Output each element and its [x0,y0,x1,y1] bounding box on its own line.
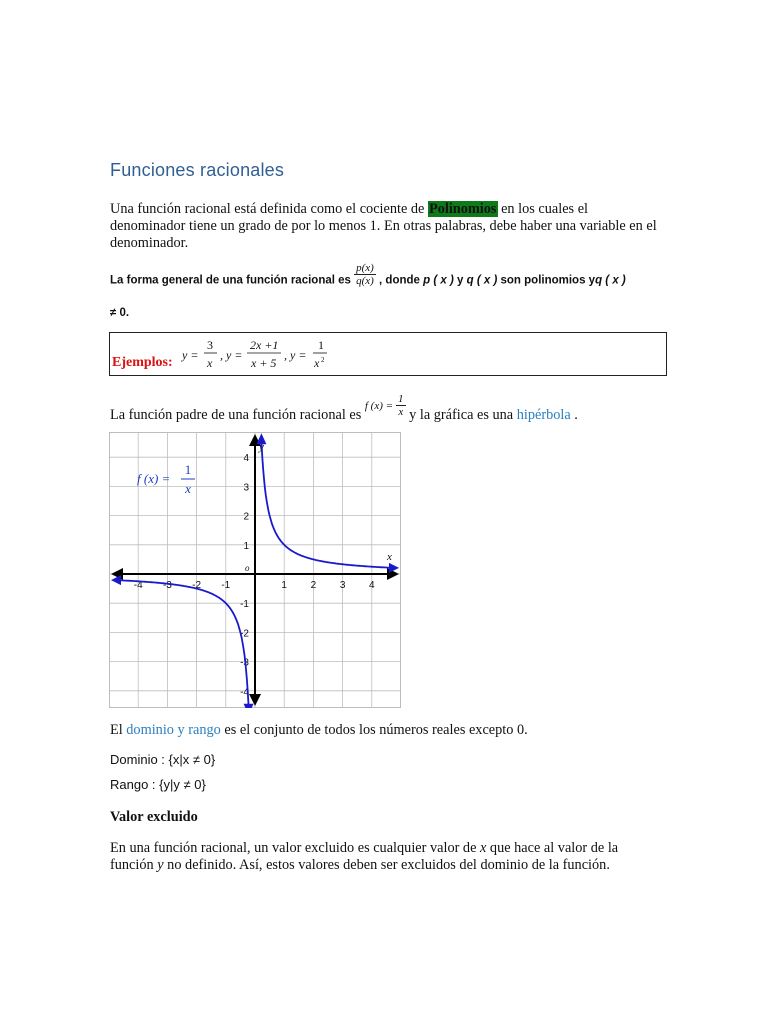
x-tick-label: 1 [281,580,287,591]
general-form-prefix: La forma general de una función racional es [110,274,355,287]
parent-text-1: La función padre de una función racional es [110,406,362,423]
intro-text-2: en los cuales el denominador tiene un grado de por lo menos 1. En otras palabras, debe haber una variable en el denominador. [110,201,657,251]
svg-text:3: 3 [207,338,213,352]
svg-text:x: x [314,356,320,370]
curve-arrow-right [389,563,399,573]
q-var: q [466,274,474,287]
svg-text:1: 1 [318,338,324,352]
y-axis-label: y [259,441,264,453]
examples-formulas [180,335,380,375]
svg-text:2x +1: 2x +1 [250,338,279,352]
parent-text-2: y la gráfica es una [405,406,517,423]
hiperbola-link[interactable]: hipérbola [516,406,571,423]
general-form-neq: ≠ 0. [110,307,130,319]
general-form-suffix: son polinomios y [497,274,596,287]
excluded-text-c: no definido. Así, estos valores deben ser excluidos del dominio de la función. [163,857,610,873]
excluded-text-a: En una función racional, un valor excluido es cualquier valor de [110,840,480,856]
y-tick-label: -4 [240,686,249,698]
domain-text-2: es el conjunto de todos los números reales excepto 0. [220,722,528,738]
q-var-2: q [595,274,603,287]
examples-box [109,332,667,376]
general-form-line [110,262,626,293]
domain-text-1: El [110,722,127,738]
y-tick-label: -3 [240,657,249,669]
parent-formula-num: 1 [398,393,404,405]
svg-text:x: x [207,356,213,370]
svg-text:2: 2 [321,356,325,364]
intro-text-1: Una función racional está definida como el cociente de [110,201,428,217]
excluded-x: x [480,840,487,856]
x-var-1: ( x ) [433,274,454,287]
examples-label: Ejemplos: [112,355,173,370]
dominio-rango-link[interactable]: dominio y rango [126,722,221,738]
graph-function-lhs: f (x) = [137,471,171,486]
svg-text:, y =: , y = [220,348,243,362]
x-tick-label: -1 [221,580,231,591]
graph-function-den: x [185,481,191,496]
excluded-text-b: que hace al valor de la función [110,840,619,873]
hyperbola-branch-negative [116,580,248,707]
y-tick-label: 3 [243,482,249,494]
y-tick-label: 4 [243,453,249,465]
x-tick-label: -2 [192,580,202,591]
x-var-3: ( x ) [602,274,626,287]
general-form-fraction [354,262,376,287]
x-tick-label: 2 [310,580,317,591]
parent-function-line [110,393,710,428]
x-var-2: ( x ) [476,274,498,287]
section-title: Funciones racionales [110,160,285,180]
y-tick-label: 1 [243,540,249,552]
x-tick-label: 4 [369,580,375,591]
polinomios-highlight: Polinomios [428,201,497,217]
dominio-formula: Dominio : {x|x ≠ 0} [110,752,216,767]
y-tick-label: -2 [240,628,249,640]
graph-function-num: 1 [184,462,192,477]
domain-range-sentence [110,722,658,739]
y-tick-label: -1 [240,599,249,611]
fraction-denominator: q(x) [356,275,374,287]
svg-text:x + 5: x + 5 [251,356,277,370]
general-form-middle: , donde [379,274,424,287]
x-tick-label: -3 [162,580,172,591]
parent-formula-lhs: f (x) = [364,399,394,412]
valor-excluido-title: Valor excluido [110,809,198,825]
parent-formula-den: x [398,406,404,418]
p-var: p [423,274,431,287]
rango-formula: Rango : {y|y ≠ 0} [110,777,206,792]
svg-text:y =: y = [182,348,199,362]
fraction-numerator: p(x) [356,262,374,274]
curve-arrow-left [111,575,121,585]
parent-formula [365,393,406,418]
y-connector: y [453,274,467,287]
valor-excluido-paragraph [110,840,658,874]
intro-paragraph [110,201,658,252]
hyperbola-branch-positive [261,441,393,568]
origin-label: o [245,563,250,573]
x-tick-label: -4 [133,580,143,591]
hyperbola-graph [109,432,401,708]
svg-text:, y =: , y = [284,348,307,362]
excluded-y: y [157,857,164,873]
x-tick-label: 3 [339,580,346,591]
x-axis-label: x [387,551,392,563]
y-tick-label: 2 [243,511,249,523]
parent-text-3: . [570,406,578,423]
